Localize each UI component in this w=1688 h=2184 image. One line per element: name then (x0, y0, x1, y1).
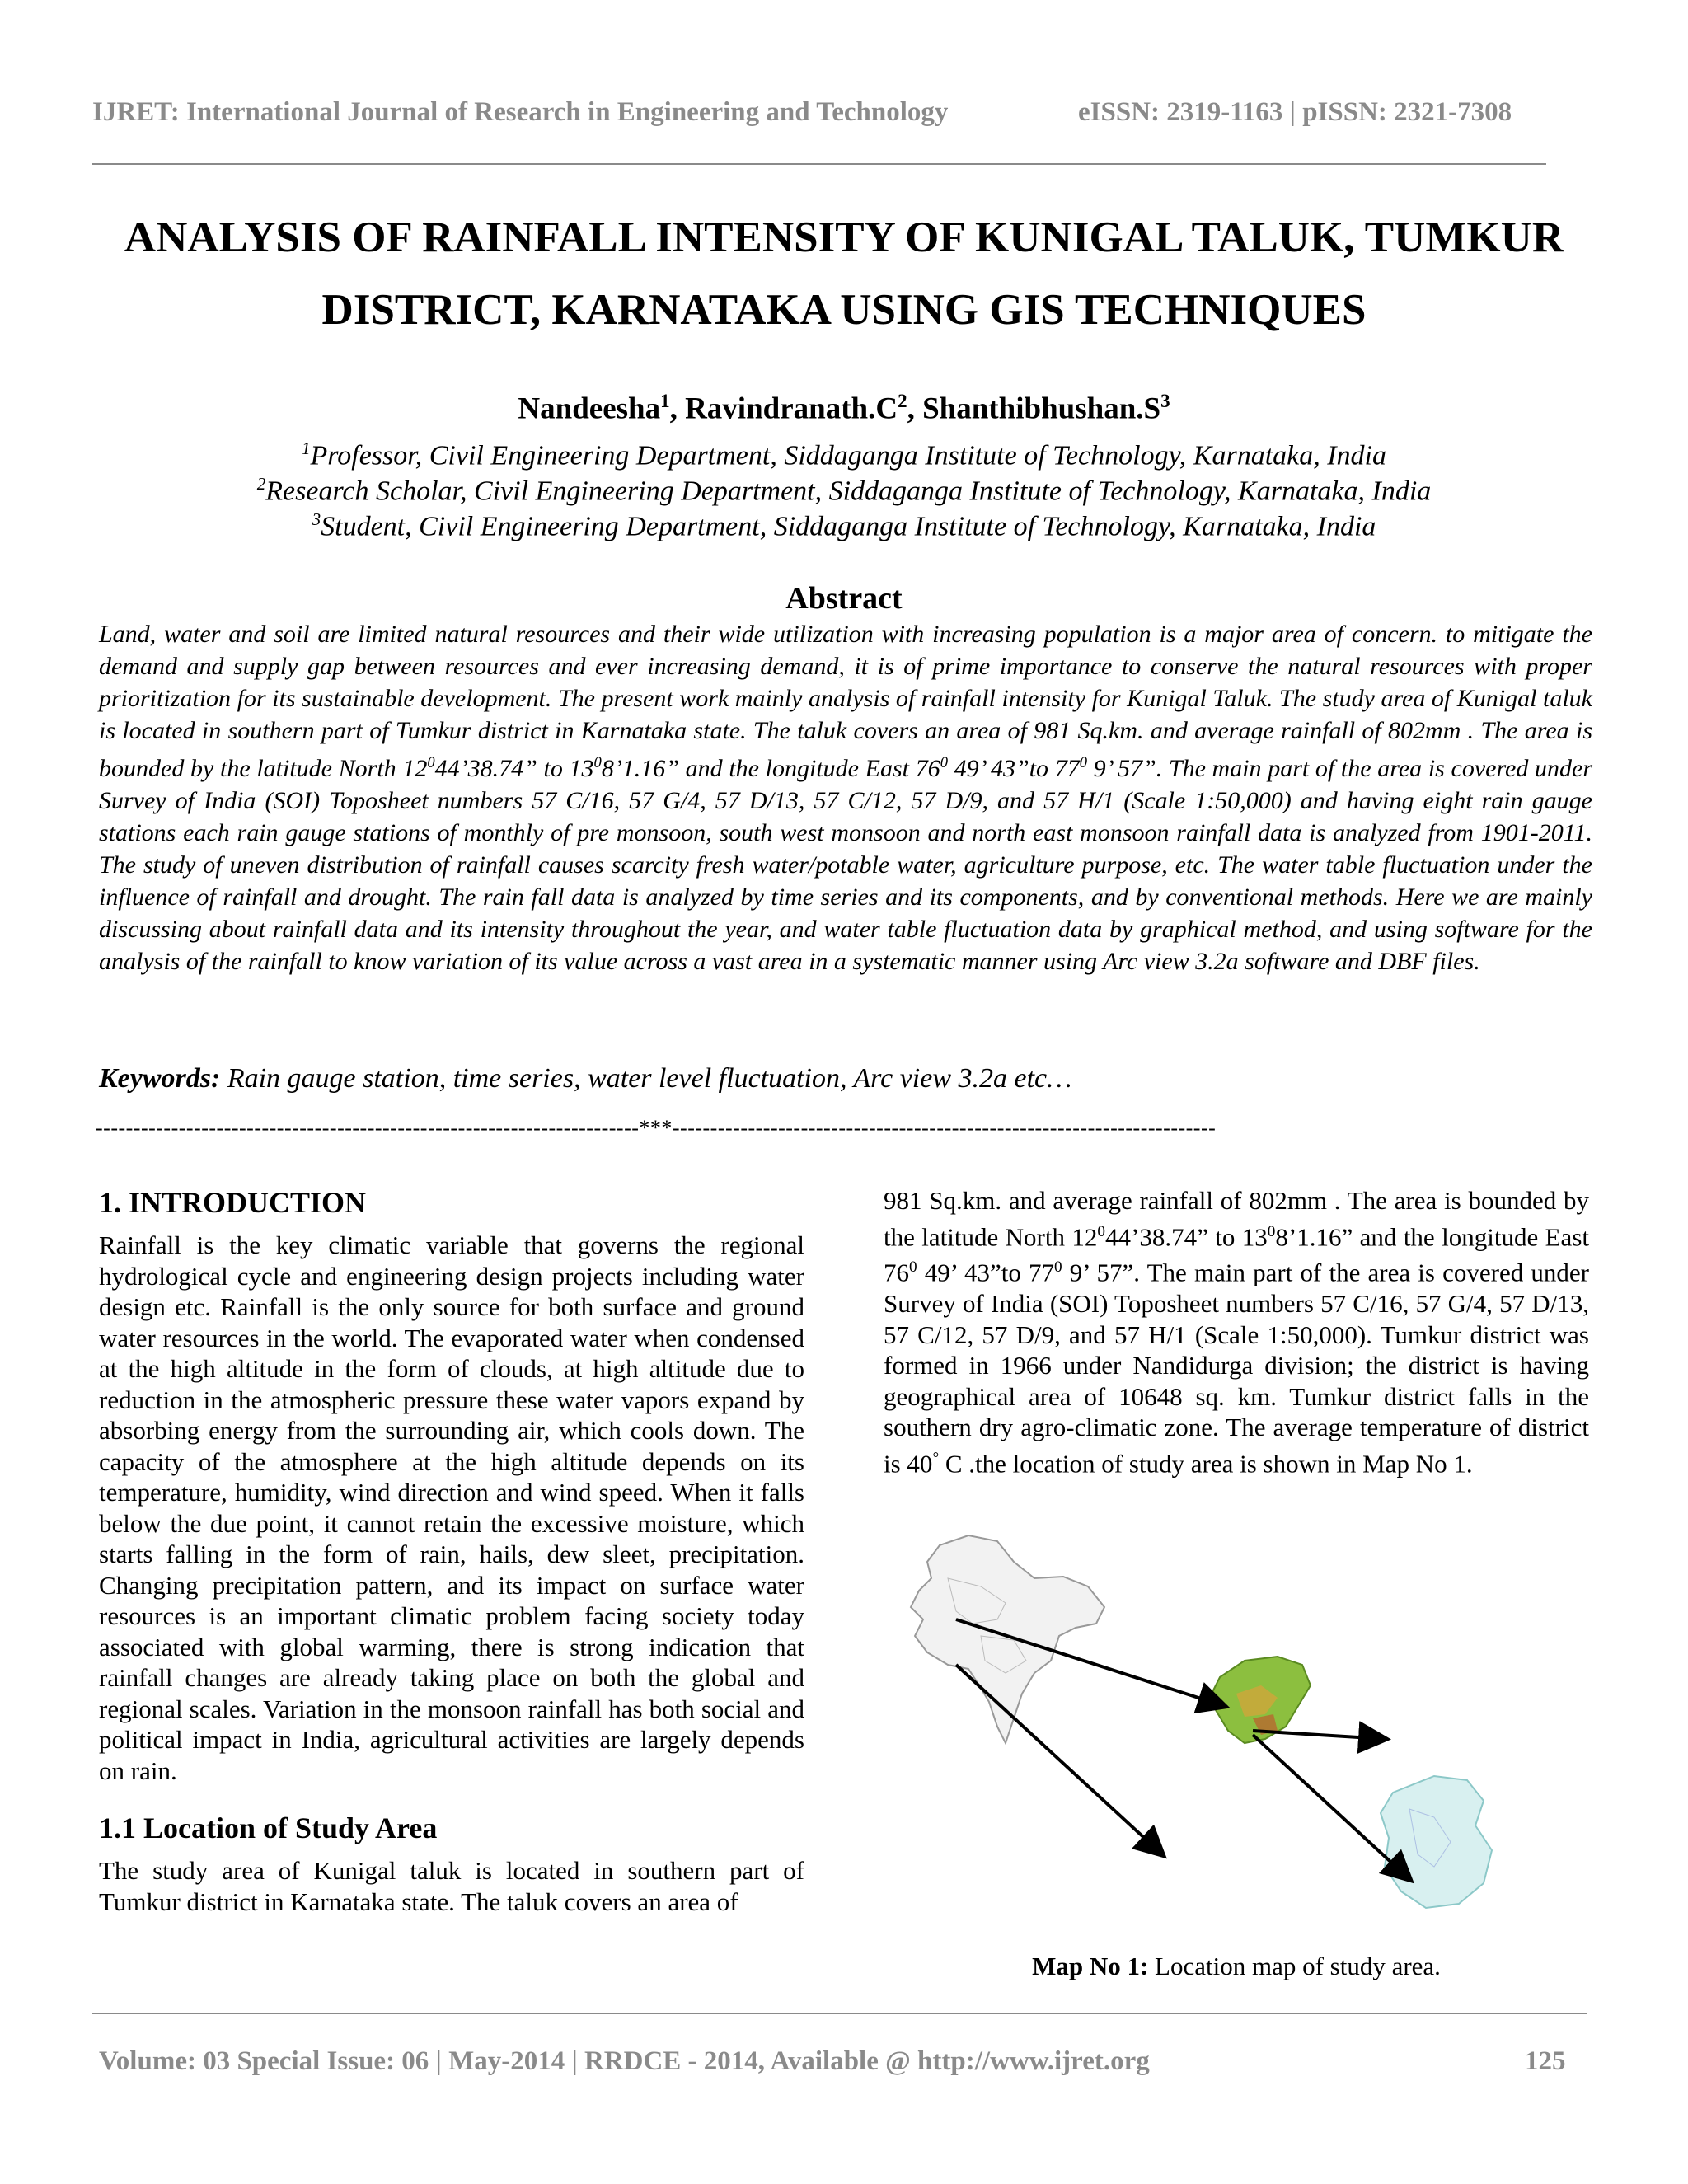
degree-sup: ° (932, 1449, 940, 1467)
author-sup: 3 (1160, 391, 1170, 411)
location-paragraph-continued (884, 1185, 1589, 1479)
paragraph-text: C .the location of study area is shown in Map No 1. (939, 1448, 1473, 1478)
introduction-paragraph: Rainfall is the key climatic variable that governs the regional hydrological cycle and engineering design projects including water design etc. Rainfall is the only source for both surface and ground water resources in the world. The evaporated water when condensed at the high altitude in the form of clouds, at high altitude due to reduction in the atmospheric pressure these water vapors expand by absorbing energy from the surrounding air, which cools down. The capacity of the atmosphere at the high altitude depends on its temperature, humidity, wind direction and wind speed. When it falls below the due point, it cannot retain the excessive moisture, which starts falling in the form of rain, hails, dew sleet, precipitation. Changing precipitation pattern, and its impact on surface water resources is an important climatic problem facing society today associated with global warming, there is strong indication that rainfall changes are already taking place on both the global and regional scales. Variation in the monsoon rainfall has both social and political impact in India, agricultural activities are largely depends on rain. (99, 1230, 804, 1785)
paragraph-text: 9’ 57”. The main part of the area is covered under Survey of India (SOI) Toposheet numbers 57 C/16, 57 G/4, 57 D/13, 57 C/12, 57 D/9, and 57 H/1 (Scale 1:50,000). Tumkur district was formed in 1966 under Nandidurga division; the district is having geographical area of 10648 sq. km. Tumkur district falls in the southern dry agro-climatic zone. The average temperature of district is 40 (884, 1258, 1589, 1478)
issn-line: eISSN: 2319-1163 | pISSN: 2321-7308 (1078, 97, 1512, 127)
author-name: Ravindranath.C (685, 391, 898, 426)
location-map (890, 1529, 1582, 1937)
author-sup: 2 (898, 391, 907, 411)
affiliation-sup: 3 (312, 509, 321, 529)
keywords (99, 1063, 1582, 1094)
abstract-body (99, 618, 1592, 977)
abstract-text: 9’ 57”. The main part of the area is covered under Survey of India (SOI) Toposheet numbers 57 C/16, 57 G/4, 57 D/13, 57 C/12, 57 D/9, and 57 H/1 (Scale 1:50,000) and having eight rain gauge stations each rain gauge stations of monthly of pre monsoon, south west monsoon and north east monsoon rainfall data is analyzed from 1901-2011. The study of uneven distribution of rainfall causes scarcity fresh water/potable water, agriculture purpose, etc. The water table fluctuation under the influence of rainfall and drought. The rain fall data is analyzed by time series and its components, and by conventional methods. Here we are mainly discussing about rainfall data and its intensity throughout the year, and water table fluctuation data by graphical method, and using software for the analysis of the rainfall to know variation of its value across a vast area in a systematic manner using Arc view 3.2a software and DBF files. (99, 755, 1592, 975)
location-map-figure (890, 1529, 1582, 1937)
degree-sup: 0 (1079, 754, 1087, 771)
location-paragraph: The study area of Kunigal taluk is located in southern part of Tumkur district in Karnataka state. The taluk covers an area of (99, 1856, 804, 1916)
keywords-text: Rain gauge station, time series, water level fluctuation, Arc view 3.2a etc… (220, 1063, 1072, 1094)
introduction-heading: 1. INTRODUCTION (99, 1186, 367, 1219)
degree-sup: 0 (940, 754, 948, 771)
map-caption (890, 1952, 1582, 1981)
abstract-text: 49’ 43”to 77 (947, 755, 1080, 782)
abstract-text: 8’1.16” and the longitude East 76 (601, 755, 940, 782)
tumkur-district-map (1381, 1776, 1492, 1908)
degree-sup: 0 (1267, 1222, 1276, 1240)
author-name: Nandeesha (518, 391, 661, 426)
map-caption-label: Map No 1: (1032, 1952, 1149, 1980)
journal-name: IJRET: International Journal of Research in Engineering and Technology (92, 97, 949, 127)
section-separator: ------------------------------------------------------------------------***------------------------------------------------------------------------ (96, 1116, 1217, 1140)
abstract-text: Land, water and soil are limited natural resources and their wide utilization with increasing population is a major area of concern. to mitigate the demand and supply gap between resources and ever increasing demand, it is of prime importance to conserve the natural resources with proper prioritization for its sustainable development. The present work mainly analysis of rainfall intensity for Kunigal Taluk. The study area of Kunigal taluk is located in southern part of Tumkur district in Karnataka state. The taluk covers an area of 981 Sq.km. and average rainfall of 802mm . The area is bounded by the latitude North 12 (99, 621, 1592, 782)
author-list (66, 391, 1622, 426)
keywords-label: Keywords: (99, 1063, 221, 1094)
affiliation-sup: 1 (301, 438, 311, 458)
location-heading: 1.1 Location of Study Area (99, 1811, 438, 1844)
page-number: 125 (1525, 2046, 1566, 2076)
affiliation-2 (66, 474, 1622, 507)
running-header (92, 97, 1543, 130)
right-column-text (884, 1185, 1589, 1479)
map-caption-text: Location map of study area. (1148, 1952, 1441, 1980)
paragraph-text: 981 Sq.km. and average rainfall of 802mm . The area is bounded by the latitude North 12 (884, 1186, 1589, 1251)
introduction-section (99, 1185, 804, 1917)
affiliation-3 (66, 509, 1622, 542)
affiliation-text: Professor, Civil Engineering Department, Siddaganga Institute of Technology, Karnataka, India (310, 440, 1386, 471)
degree-sup: 0 (1097, 1222, 1106, 1240)
degree-sup: 0 (593, 754, 602, 771)
paper-title (66, 201, 1622, 346)
footer-rule (92, 2013, 1587, 2014)
arrow-india-to-state (956, 1665, 1162, 1854)
paragraph-text: 44’38.74” to 13 (1105, 1221, 1268, 1251)
title-line-1: ANALYSIS OF RAINFALL INTENSITY OF KUNIGAL TALUK, TUMKUR (124, 213, 1564, 261)
affiliation-text: Student, Civil Engineering Department, Siddaganga Institute of Technology, Karnataka, India (321, 511, 1376, 542)
paragraph-text: 8’1.16” and the longitude East 76 (884, 1221, 1589, 1287)
paragraph-text: 49’ 43”to 77 (917, 1258, 1055, 1287)
title-line-2: DISTRICT, KARNATAKA USING GIS TECHNIQUES (321, 286, 1367, 334)
author-separator: , (907, 391, 923, 426)
degree-sup: 0 (427, 754, 435, 771)
header-rule (92, 163, 1546, 165)
affiliation-1 (66, 438, 1622, 471)
footer-citation: Volume: 03 Special Issue: 06 | May-2014 | RRDCE - 2014, Available @ http://www.ijret.org (99, 2046, 1150, 2076)
author-separator: , (669, 391, 686, 426)
degree-sup: 0 (1054, 1258, 1062, 1277)
author-name: Shanthibhushan.S (922, 391, 1161, 426)
abstract-text: 44’38.74” to 13 (434, 755, 594, 782)
degree-sup: 0 (909, 1258, 917, 1277)
affiliation-text: Research Scholar, Civil Engineering Department, Siddaganga Institute of Technology, Karnataka, India (265, 476, 1432, 507)
abstract-heading: Abstract (785, 581, 903, 616)
author-sup: 1 (660, 391, 670, 411)
affiliation-sup: 2 (256, 474, 266, 494)
